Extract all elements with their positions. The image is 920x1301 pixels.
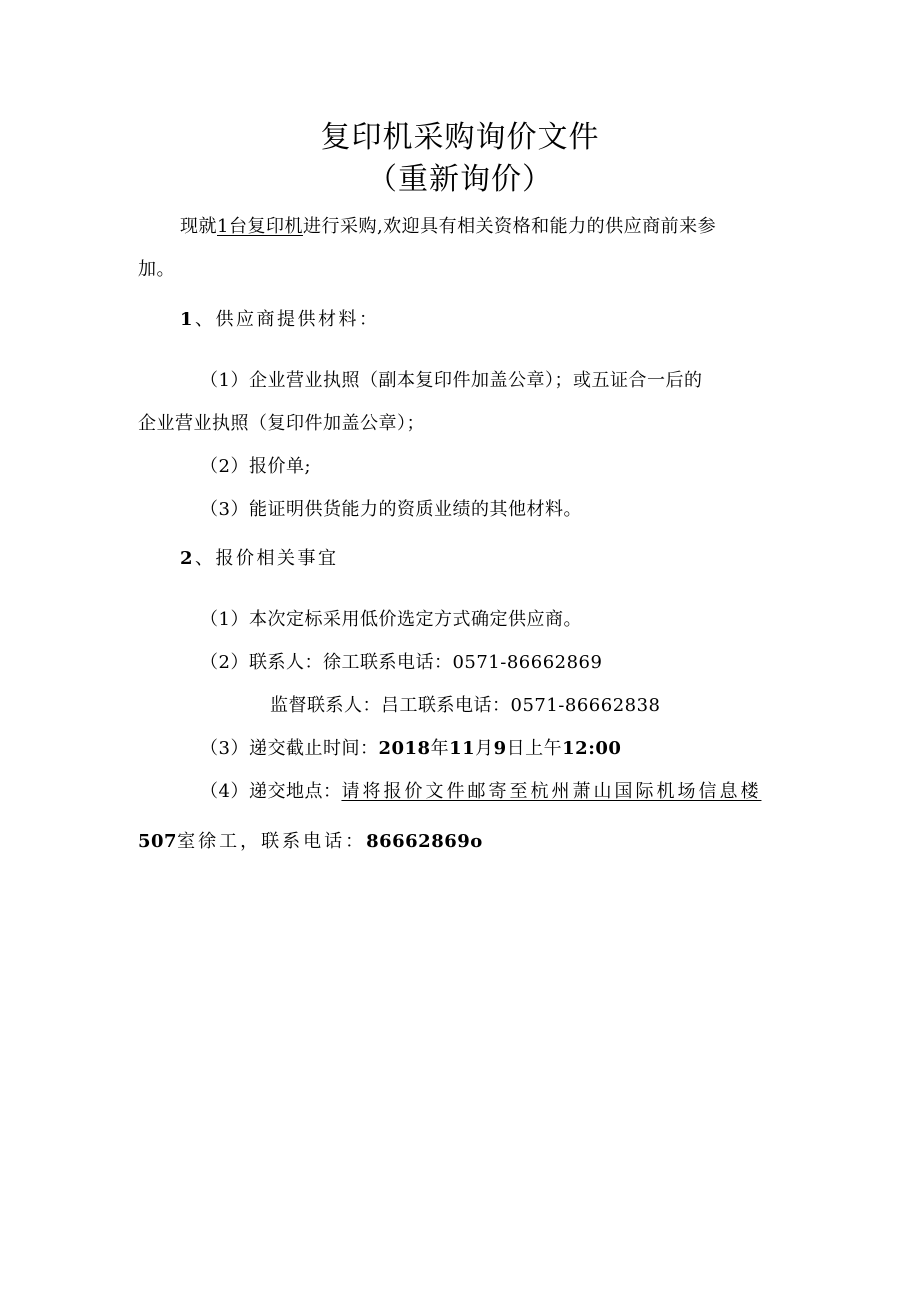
section2-item2-supervisor: 监督联系人：吕工联系电话：0571-86662838 bbox=[270, 695, 661, 716]
intro-rest-line2: 加。 bbox=[138, 259, 175, 280]
section2-number: 2 bbox=[180, 548, 196, 569]
section1-heading-text: 、供应商提供材料： bbox=[195, 309, 380, 330]
deadline-time: 12:00 bbox=[562, 738, 622, 759]
intro-rest-line1: 进行采购,欢迎具有相关资格和能力的供应商前来参 bbox=[302, 216, 717, 237]
deadline-year-unit: 年 bbox=[430, 738, 450, 759]
deadline-month-unit: 月 bbox=[475, 738, 494, 759]
section2-item4 bbox=[200, 780, 761, 804]
section1-number: 1 bbox=[180, 309, 196, 330]
section1-item1-line2: 企业营业执照（复印件加盖公章）； bbox=[138, 413, 425, 434]
deadline-day-unit: 日上午 bbox=[506, 738, 563, 759]
section1-item2: （2）报价单; bbox=[200, 456, 312, 477]
page-title: 复印机采购询价文件 bbox=[320, 120, 600, 155]
room-text: 室徐工，联系电话： bbox=[177, 831, 367, 852]
submission-location-label: （4）递交地点： bbox=[200, 781, 342, 802]
section1-item3: （3）能证明供货能力的资质业绩的其他材料。 bbox=[200, 499, 582, 520]
deadline-day: 9 bbox=[493, 738, 507, 759]
contact-phone: 86662869o bbox=[366, 831, 483, 852]
submission-address: 请将报价文件邮寄至杭州萧山国际机场信息楼 bbox=[341, 781, 762, 802]
intro-prefix: 现就 bbox=[180, 216, 217, 237]
section2-heading-text: 、报价相关事宜 bbox=[195, 548, 339, 569]
section2-item1: （1）本次定标采用低价选定方式确定供应商。 bbox=[200, 609, 582, 630]
intro-paragraph bbox=[180, 215, 716, 239]
room-number: 507 bbox=[138, 831, 178, 852]
section2-heading bbox=[180, 547, 339, 571]
section2-item4-line2 bbox=[138, 830, 483, 854]
page-subtitle: （重新询价） bbox=[367, 162, 553, 197]
deadline-month: 11 bbox=[449, 738, 476, 759]
section2-item2: （2）联系人：徐工联系电话：0571-86662869 bbox=[200, 652, 603, 673]
intro-highlight: 1台复印机 bbox=[217, 216, 303, 237]
deadline-year: 2018 bbox=[378, 738, 431, 759]
section1-item1-line1: （1）企业营业执照（副本复印件加盖公章）；或五证合一后的 bbox=[200, 370, 703, 391]
deadline-label: （3）递交截止时间： bbox=[200, 738, 379, 759]
section2-item3 bbox=[200, 737, 621, 761]
section1-heading bbox=[180, 308, 380, 332]
